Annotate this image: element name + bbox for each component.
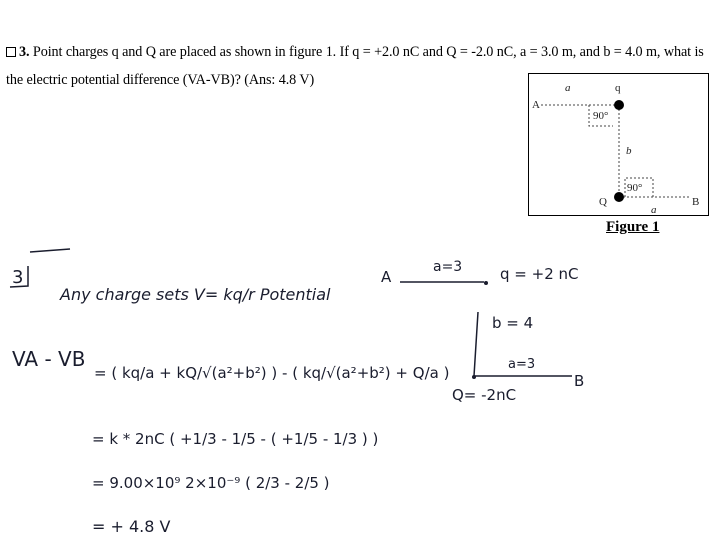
problem-number: 3. [19, 44, 30, 60]
label-angle-top: 90° [593, 110, 609, 122]
sketch-label-q: q = +2 nC [500, 265, 579, 283]
note-potential: Any charge sets V= kq/r Potential [60, 285, 331, 304]
label-a-top: a [565, 82, 571, 94]
sketch-label-b: b = 4 [492, 314, 534, 332]
eq-line-4: = + 4.8 V [92, 517, 171, 536]
label-b: b [626, 145, 632, 157]
label-q: q [615, 82, 621, 94]
problem-tag: 3 [12, 267, 24, 288]
label-a-bottom: a [651, 204, 657, 216]
label-angle-bottom: 90° [627, 182, 643, 194]
sketch-label-B: B [574, 372, 585, 390]
eq-lhs: VA - VB [12, 347, 86, 371]
tag-underline [30, 249, 70, 252]
sketch-line-b [474, 312, 478, 376]
sketch-label-a2: a=3 [508, 357, 536, 372]
eq-line-2: = k * 2nC ( +1/3 - 1/5 - ( +1/5 - 1/3 ) ) [92, 430, 379, 448]
sketch-label-A: A [381, 268, 392, 286]
sketch-Q-dot [472, 375, 476, 379]
eq-line-1: = ( kq/a + kQ/√(a²+b²) ) - ( kq/√(a²+b²) + Q/a ) [94, 364, 450, 382]
label-B: B [692, 196, 700, 208]
figure-caption: Figure 1 [606, 219, 660, 235]
label-Q: Q [599, 196, 607, 208]
sketch-q-dot [484, 281, 488, 285]
label-A: A [532, 99, 540, 111]
sketch-label-a: a=3 [433, 259, 463, 275]
eq-line-3: = 9.00×10⁹ 2×10⁻⁹ ( 2/3 - 2/5 ) [92, 474, 330, 492]
sketch-label-Q: Q= -2nC [452, 386, 517, 404]
problem-text: Point charges q and Q are placed as shown in figure 1. If q = +2.0 nC and Q = -2.0 nC, a = 3.0 m, and b = 4.0 m, what is the electric potential difference (VA-VB)? (Ans: 4.8 V) [6, 44, 704, 88]
